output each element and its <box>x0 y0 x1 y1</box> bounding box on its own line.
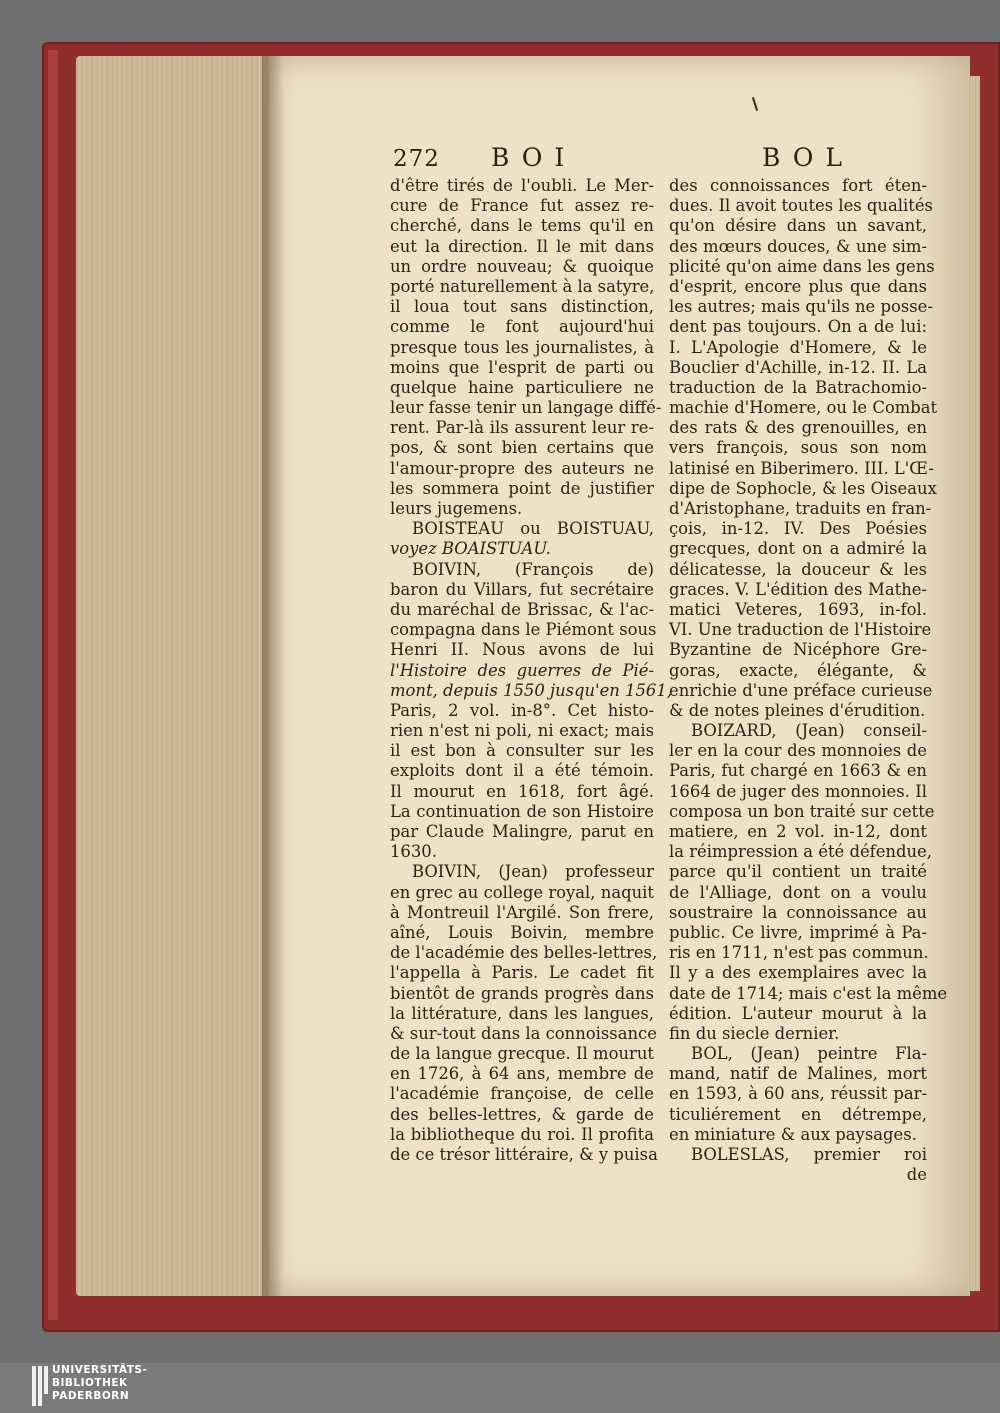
text-line: Il mourut en 1618, fort âgé. <box>390 781 654 801</box>
text-line: Paris, 2 vol. in-8°. Cet histo- <box>390 700 654 720</box>
running-head-left: BOI <box>491 143 577 172</box>
text-line: du maréchal de Brissac, & l'ac- <box>390 599 654 619</box>
text-line: traduction de la Batrachomio- <box>669 377 927 397</box>
text-line: des connoissances fort éten- <box>669 176 927 195</box>
text-line: porté naturellement à la satyre, <box>390 276 655 296</box>
text-line: des mœurs douces, & une sim- <box>669 236 927 256</box>
entry-heading: BOL, (Jean) peintre Fla- <box>691 1044 927 1064</box>
text-line: date de 1714; mais c'est la même <box>669 983 948 1003</box>
text-line: mont, depuis 1550 jusqu'en 1561, <box>390 680 672 700</box>
text-line: il est bon à consulter sur les <box>390 741 654 761</box>
text-line: d'esprit, encore plus que dans <box>669 276 927 296</box>
text-line: des belles-lettres, & garde de <box>390 1104 654 1124</box>
text-line: pos, & sont bien certains que <box>390 438 654 458</box>
entry-heading: BOIVIN, (Jean) professeur <box>412 862 654 882</box>
text-line: édition. L'auteur mourut à la <box>669 1003 927 1023</box>
text-line: fin du siecle dernier. <box>669 1023 840 1043</box>
text-line: d'Aristophane, traduits en fran- <box>669 499 932 518</box>
entry-heading: BOIVIN, (François de) <box>412 559 654 579</box>
text-line: leur fasse tenir un langage diffé- <box>390 398 662 418</box>
text-line: dent pas toujours. On a de lui: <box>669 317 927 337</box>
university-library-logo-icon <box>32 1366 46 1406</box>
text-line: soustraire la connoissance au <box>669 902 927 922</box>
text-line: composa un bon traité sur cette <box>669 801 935 821</box>
text-line: rent. Par-là ils assurent leur re- <box>390 418 654 438</box>
text-line: matici Veteres, 1693, in-fol. <box>669 599 927 619</box>
text-line: bientôt de grands progrès dans <box>390 983 654 1003</box>
text-line: baron du Villars, fut secrétaire <box>390 579 654 599</box>
text-line: vers françois, sous son nom <box>669 438 927 458</box>
text-line: ticuliérement en détrempe, <box>669 1104 927 1124</box>
text-line: Paris, fut chargé en 1663 & en <box>669 761 927 781</box>
text-line: dues. Il avoit toutes les qualités <box>669 196 933 216</box>
text-line: çois, in-12. IV. Des Poésies <box>669 519 927 539</box>
text-line: la littérature, dans les langues, <box>390 1003 654 1023</box>
text-line: l'appella à Paris. Le cadet fit <box>390 963 654 983</box>
text-line: à Montreuil l'Argilé. Son frere, <box>390 902 654 922</box>
text-line: enrichie d'une préface curieuse <box>669 680 933 700</box>
text-line: La continuation de son Histoire <box>390 801 654 821</box>
text-line: parce qu'il contient un traité <box>669 862 927 882</box>
page-number: 272 <box>393 146 440 172</box>
text-line: compagna dans le Piémont sous <box>390 620 657 640</box>
text-line: eut la direction. Il le mit dans <box>390 236 654 256</box>
text-line: plicité qu'on aime dans les gens <box>669 256 935 276</box>
text-line: il loua tout sans distinction, <box>390 297 654 317</box>
text-line: mand, natif de Malines, mort <box>669 1064 927 1084</box>
page-stack-edge <box>76 56 272 1296</box>
text-line: public. Ce livre, imprimé à Pa- <box>669 922 927 942</box>
text-line: machie d'Homere, ou le Combat <box>669 398 938 418</box>
library-name <box>52 1364 147 1403</box>
text-line: Byzantine de Nicéphore Gre- <box>669 640 927 660</box>
right-page-edge <box>968 76 980 1291</box>
text-line: presque tous les journalistes, à <box>390 337 654 357</box>
text-line: comme le font aujourd'hui <box>390 317 654 337</box>
text-line: grecques, dont on a admiré la <box>669 539 927 559</box>
text-line: l'Histoire des guerres de Pié- <box>390 660 654 680</box>
entry-heading: BOLESLAS, premier roi <box>691 1145 927 1164</box>
text-line: & de notes pleines d'érudition. <box>669 700 926 720</box>
text-line: VI. Une traduction de l'Histoire <box>669 620 932 640</box>
text-line: de ce trésor littéraire, & y puisa <box>390 1145 658 1164</box>
text-line: rien n'est ni poli, ni exact; mais <box>390 721 654 741</box>
text-line: moins que l'esprit de parti ou <box>390 357 654 377</box>
gutter-shadow <box>262 56 284 1296</box>
entry-heading: BOIZARD, (Jean) conseil- <box>691 721 927 741</box>
text-line: 1630. <box>390 842 437 862</box>
text-line: délicatesse, la douceur & les <box>669 559 927 579</box>
text-line: ris en 1711, n'est pas commun. <box>669 943 929 963</box>
library-name-line: BIBLIOTHEK <box>52 1377 128 1389</box>
text-line: 1664 de juger des monnoies. Il <box>669 781 927 801</box>
text-line: I. L'Apologie d'Homere, & le <box>669 337 927 357</box>
text-line: en grec au college royal, naquit <box>390 882 654 902</box>
text-line: de l'Alliage, dont on a voulu <box>669 882 927 902</box>
text-line: latinisé en Biberimero. III. L'Œ- <box>669 458 934 478</box>
text-column-left <box>390 176 672 1165</box>
entry-heading: BOISTEAU ou BOISTUAU, <box>412 519 654 539</box>
viewer-footer <box>0 1363 1000 1413</box>
text-line: de la langue grecque. Il mourut <box>390 1044 654 1064</box>
text-line: matiere, en 2 vol. in-12, dont <box>669 822 927 841</box>
text-line: leurs jugemens. <box>390 499 523 518</box>
text-line: les autres; mais qu'ils ne posse- <box>669 297 933 317</box>
text-line: par Claude Malingre, parut en <box>390 822 654 841</box>
text-line: en 1593, à 60 ans, réussit par- <box>669 1084 927 1104</box>
text-line: l'amour-propre des auteurs ne <box>390 458 654 478</box>
text-line: graces. V. L'édition des Mathe- <box>669 579 927 599</box>
text-line: exploits dont il a été témoin. <box>390 761 654 781</box>
text-line: cherché, dans le tems qu'il en <box>390 216 654 236</box>
text-line: goras, exacte, élégante, & <box>669 660 927 680</box>
text-line: un ordre nouveau; & quoique <box>390 256 654 276</box>
text-line: de l'académie des belles-lettres, <box>390 943 658 963</box>
library-name-line: UNIVERSITÄTS- <box>52 1364 148 1376</box>
text-line: la réimpression a été défendue, <box>669 842 932 862</box>
text-line: la bibliotheque du roi. Il profita <box>390 1124 654 1144</box>
text-line: quelque haine particuliere ne <box>390 377 654 397</box>
text-line: en 1726, à 64 ans, membre de <box>390 1064 654 1084</box>
text-line: & sur-tout dans la connoissance <box>390 1023 657 1043</box>
library-name-line: PADERBORN <box>52 1390 130 1402</box>
text-line: dipe de Sophocle, & les Oiseaux <box>669 478 937 498</box>
text-line: aîné, Louis Boivin, membre <box>390 922 654 942</box>
text-line: Bouclier d'Achille, in-12. II. La <box>669 357 927 377</box>
text-line: qu'on désire dans un savant, <box>669 216 927 236</box>
cross-reference: voyez BOAISTUAU. <box>390 539 551 559</box>
cover-edge <box>48 50 58 1320</box>
text-line: Henri II. Nous avons de lui <box>390 640 654 660</box>
catchword: de <box>906 1165 927 1185</box>
text-line: l'académie françoise, de celle <box>390 1084 654 1104</box>
text-line: des rats & des grenouilles, en <box>669 418 927 438</box>
running-head-right: BOL <box>762 143 854 172</box>
text-column-right <box>669 176 948 1185</box>
text-line: les sommera point de justifier <box>390 478 654 498</box>
text-line: Il y a des exemplaires avec la <box>669 963 927 983</box>
text-line: d'être tirés de l'oubli. Le Mer- <box>390 176 654 195</box>
text-line: cure de France fut assez re- <box>390 196 654 216</box>
text-line: en miniature & aux paysages. <box>669 1124 917 1144</box>
text-line: ler en la cour des monnoies de <box>669 741 927 761</box>
